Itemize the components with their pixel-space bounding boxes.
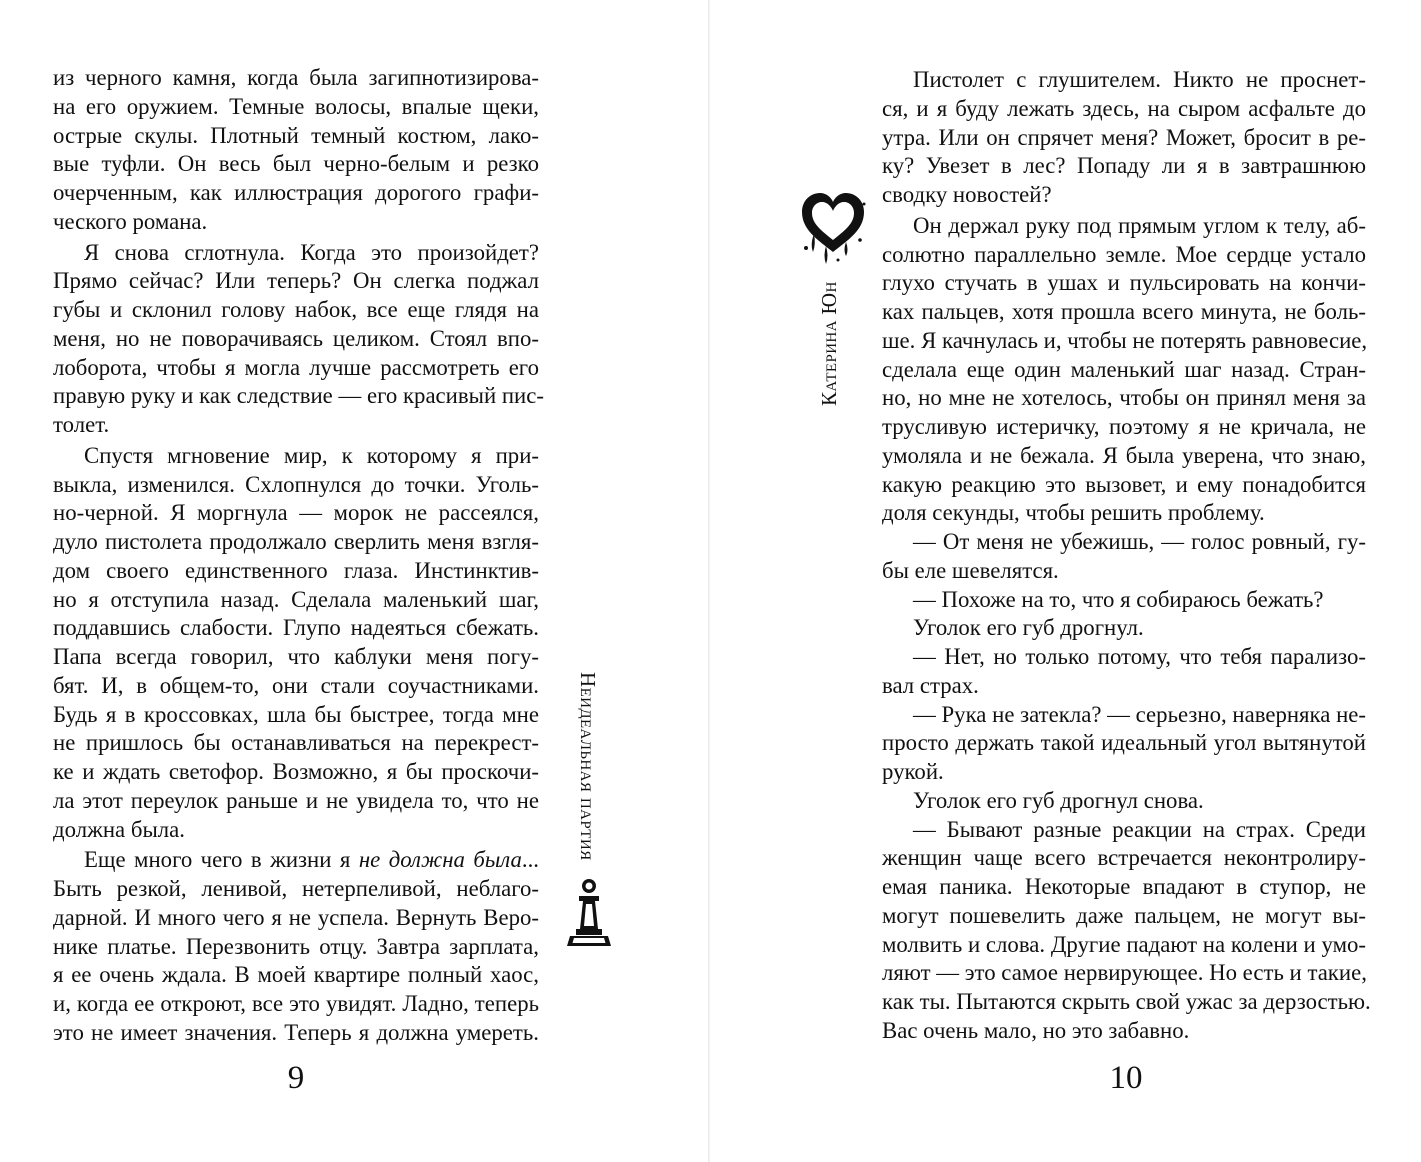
text-line: Я снова сглотнула. Когда это произойдет? [84,239,539,265]
text-line: Папа всегда говорил, что каблуки меня погу- [53,644,539,669]
text-line: — Бывают разные реакции на страх. Среди [913,816,1366,842]
text-line: ке и ждать светофор. Возможно, я бы проскочи- [53,759,539,784]
text-line: правую руку и как следствие — его красивый пис- [53,383,544,409]
text-line: сводку новостей? [882,182,1052,207]
dripping-heart-icon [798,190,868,266]
text-line: ку? Увезет в лес? Попаду ли я в завтрашнюю [882,153,1366,179]
text-line: Будь я в кроссовках, шла бы быстрее, тогда мне [53,701,539,727]
text-line: лоборота, чтобы я могла лучше рассмотреть его [53,354,539,380]
book-gutter [708,0,710,1162]
text-line: вые туфли. Он весь был черно-белым и резко [53,151,539,177]
text-line: дом своего единственного глаза. Инстинктив- [53,557,539,583]
text-line: я ее очень ждала. В моей квартире полный хаос, [53,962,539,988]
text-line: но я отступила назад. Сделала маленький шаг, [53,586,539,612]
text-line: ся, и я буду лежать здесь, на сыром асфальте до [882,95,1366,121]
text-line: из черного камня, когда была загипнотизирова- [53,65,539,90]
text-line: бы еле шевелятся. [882,557,1059,583]
text-line: дарной. И много чего я не успела. Вернуть Веро- [53,904,539,930]
text-line: Уголок его губ дрогнул снова. [913,787,1204,813]
text-line: на его оружием. Темные волосы, впалые щеки, [53,93,539,119]
text-line: ках пальцев, хотя прошла всего минута, не боль- [882,299,1366,324]
text-line: нике платье. Перезвонить отцу. Завтра зарплата, [53,933,539,959]
text-line: солютно параллельно земле. Мое сердце устало [882,241,1366,267]
text-line: доля секунды, чтобы решить проблему. [882,500,1265,526]
running-title-book: Неидеальная партия [576,672,600,861]
text-line: это не имеет значения. Теперь я должна умереть. [53,1019,539,1045]
text-line-with-italic [53,846,539,875]
text-line: бят. И, в общем-то, они стали соучастниками. [53,672,539,698]
text-line: поддавшись слабости. Глупо надеяться сбежать. [53,615,539,641]
text-line: вал страх. [882,672,979,698]
text-line: и, когда ее откроют, все это увидят. Ладно, теперь [53,991,539,1016]
text-line: ше. Я качнулась и, чтобы не потерять равновесие, [882,327,1368,353]
text-line: но-черной. Я моргнула — морок не рассеялся, [53,500,539,526]
text-line: сделала еще один маленький шаг назад. Стран- [882,356,1366,382]
text-line: ляют — это самое нервирующее. Но есть и такие, [882,960,1367,986]
page-number-right: 10 [1109,1060,1143,1096]
text-line: толет. [53,412,110,437]
text-line: Вас очень мало, но это забавно. [882,1017,1190,1043]
ellipsis: ... [521,847,539,873]
text-line: не пришлось бы останавливаться на перекрест- [53,730,539,756]
text-line: Спустя мгновение мир, к которому я при- [84,442,539,468]
left-page-text [53,64,544,1048]
text-line: Уголок его губ дрогнул. [913,615,1144,641]
text-line: какую реакцию это вызовет, и ему понадобится [882,471,1366,497]
text-line: Пистолет с глушителем. Никто не проснет- [913,67,1366,92]
right-page-text [882,66,1371,1046]
text-line: молвить и слова. Другие падают на колени и умо- [882,931,1366,957]
text-line: женщин чаще всего встречается неконтролиру- [882,845,1366,871]
italic-fragment: не должна была [358,847,522,873]
text-line: острые скулы. Плотный темный костюм, лако- [53,122,539,148]
text-line: дуло пистолета продолжало сверлить меня взгля- [53,529,539,554]
text-line: глухо стучать в ушах и пульсировать на кончи- [882,270,1366,296]
text-line: губы и склонил голову набок, все еще глядя на [53,297,539,322]
text-line: должна была. [53,816,185,842]
text-line: — Похоже на то, что я собираюсь бежать? [913,586,1324,612]
text-line: как ты. Пытаются скрыть свой ужас за дерзостью. [882,989,1371,1014]
page-number-left: 9 [287,1060,305,1096]
text-line: ла этот переулок раньше и не увидела то, что не [53,787,539,813]
text-line: Он держал руку под прямым углом к телу, аб- [913,212,1366,238]
text-line: — Рука не затекла? — серьезно, наверняка не- [913,701,1366,727]
text-line: утра. Или он спрячет меня? Может, бросит в ре- [882,124,1366,150]
text-line: — От меня не убежишь, — голос ровный, гу- [913,529,1366,554]
text-line: меня, но не поворачиваясь целиком. Стоял впо- [53,325,539,351]
text-line: — Нет, но только потому, что тебя парализо- [913,644,1366,669]
text-line: но, но мне не хотелось, чтобы он принял меня за [882,385,1366,411]
chess-pawn-icon [564,876,614,952]
text-line: Прямо сейчас? Или теперь? Он слегка поджал [53,268,539,294]
text-line: могут пошевелить даже пальцем, не могут вы- [882,902,1366,928]
text-line: очерченным, как иллюстрация дорогого графи- [53,180,539,205]
running-title-author: Катерина Юн [817,281,841,406]
text-line: просто держать такой идеальный угол вытянутой [882,730,1366,756]
text-line: рукой. [882,759,944,784]
text-line: умоляла и не бежала. Я была уверена, что знаю, [882,442,1366,468]
text-line: ческого романа. [53,208,208,234]
text-line: емая паника. Некоторые впадают в ступор, не [882,874,1366,899]
text-segment: Еще много чего в жизни я [84,847,359,873]
text-line: Быть резкой, ленивой, нетерпеливой, неблаго- [53,876,539,901]
text-line: выкла, изменился. Схлопнулся до точки. Уголь- [53,471,539,497]
text-line: трусливую истеричку, поэтому я не кричала, не [882,414,1366,439]
